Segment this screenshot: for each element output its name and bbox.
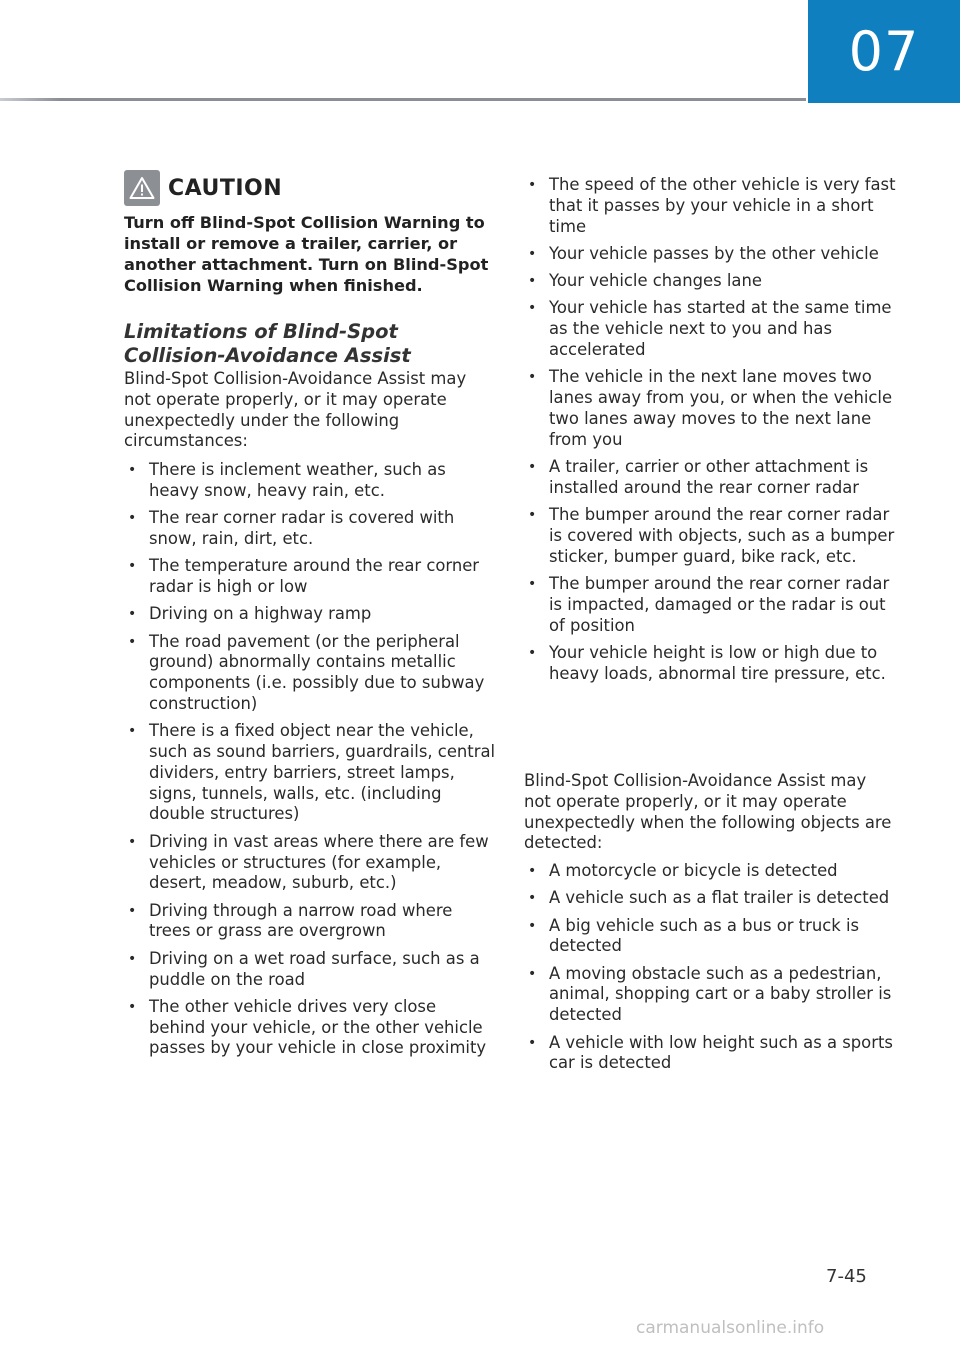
- list-item: • The other vehicle drives very close behind your vehicle, or the other vehicle passes by your vehicle in close proximity: [124, 997, 496, 1059]
- list-item: • Driving on a highway ramp: [124, 604, 496, 625]
- list-item: • Your vehicle has started at the same time as the vehicle next to you and has accelerated: [524, 298, 896, 360]
- list-item: • Your vehicle height is low or high due to heavy loads, abnormal tire pressure, etc.: [524, 643, 896, 685]
- caution-text: Turn off Blind-Spot Collision Warning to install or remove a trailer, carrier, or another attachment. Turn on Blind-Spot Collision Warning when finished.: [124, 213, 489, 295]
- list-item: • A moving obstacle such as a pedestrian, animal, shopping cart or a baby stroller is detected: [524, 964, 896, 1026]
- list-item: • The temperature around the rear corner radar is high or low: [124, 556, 496, 598]
- list-item: • Driving on a wet road surface, such as a puddle on the road: [124, 949, 496, 991]
- watermark-link[interactable]: carmanualsonline.info: [636, 1318, 825, 1338]
- list-item: • A vehicle with low height such as a sports car is detected: [524, 1033, 896, 1075]
- chapter-tab: 07: [808, 0, 960, 103]
- list-item: • Your vehicle changes lane: [524, 271, 896, 292]
- list-item: • There is a fixed object near the vehicle, such as sound barriers, guardrails, central dividers, entry barriers, street lamps, signs, tunnels, walls, etc. (including double structures): [124, 721, 496, 825]
- caution-header: [124, 170, 282, 206]
- list-item: • The bumper around the rear corner radar is impacted, damaged or the radar is out of position: [524, 574, 896, 636]
- page-number: 7-45: [826, 1266, 867, 1287]
- list-item: • Driving through a narrow road where trees or grass are overgrown: [124, 901, 496, 943]
- list-item: • A big vehicle such as a bus or truck is detected: [524, 916, 896, 958]
- list-item: • The speed of the other vehicle is very fast that it passes by your vehicle in a short time: [524, 175, 896, 237]
- circumstances-list-right: [524, 175, 896, 691]
- list-item: • A trailer, carrier or other attachment is installed around the rear corner radar: [524, 457, 896, 499]
- objects-paragraph: Blind-Spot Collision-Avoidance Assist may not operate properly, or it may operate unexpectedly when the following objects are detected:: [524, 771, 892, 853]
- circumstances-list-left: [124, 460, 496, 1066]
- list-item: • A motorcycle or bicycle is detected: [524, 861, 896, 882]
- caution-title: CAUTION: [168, 175, 283, 201]
- list-item: • Your vehicle passes by the other vehicle: [524, 244, 896, 265]
- warning-triangle-icon: [124, 170, 160, 206]
- list-item: • Driving in vast areas where there are few vehicles or structures (for example, desert, meadow, suburb, etc.): [124, 832, 496, 894]
- header-rule: [0, 98, 806, 101]
- section-heading: Limitations of Blind-Spot Collision-Avoidance Assist: [124, 320, 411, 367]
- intro-paragraph: Blind-Spot Collision-Avoidance Assist may not operate properly, or it may operate unexpectedly under the following circumstances:: [124, 369, 467, 451]
- list-item: • The road pavement (or the peripheral ground) abnormally contains metallic components (i.e. possibly due to subway construction): [124, 632, 496, 715]
- list-item: • The bumper around the rear corner radar is covered with objects, such as a bumper sticker, bumper guard, bike rack, etc.: [524, 505, 896, 567]
- list-item: • The vehicle in the next lane moves two lanes away from you, or when the vehicle two lanes away moves to the next lane from you: [524, 367, 896, 450]
- objects-list: [524, 861, 896, 1081]
- list-item: • The rear corner radar is covered with snow, rain, dirt, etc.: [124, 508, 496, 550]
- list-item: • A vehicle such as a flat trailer is detected: [524, 888, 896, 909]
- list-item: • There is inclement weather, such as heavy snow, heavy rain, etc.: [124, 460, 496, 502]
